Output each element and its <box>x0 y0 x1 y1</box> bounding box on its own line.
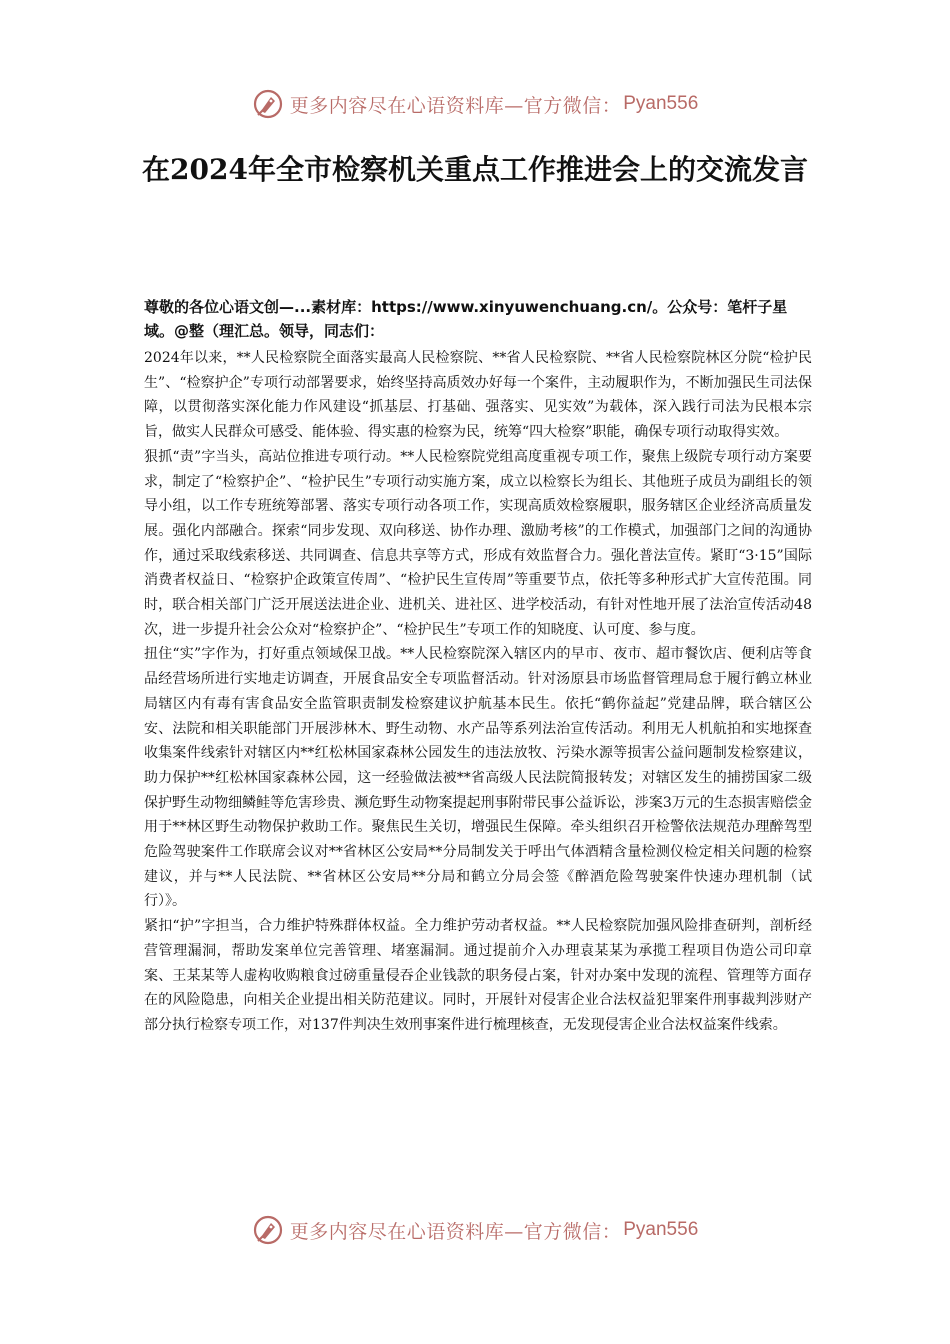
document-title: 在2024年全市检察机关重点工作推进会上的交流发言 <box>142 153 808 186</box>
footer-banner <box>0 1210 950 1250</box>
paragraph-2: 狠抓“责”字当头，高站位推进专项行动。**人民检察院党组高度重视专项工作，聚焦上级院专项行动方案要求，制定了“检察护企”、“检护民生”专项行动实施方案，成立以检察长为组长、其他班子成员为副组长的领导小组，以工作专班统筹部署、落实专项行动各项工作，实现高质效检察履职，服务辖区企业经济高质量发展。强化内部融合。探索“同步发现、双向移送、协作办理、激励考核”的工作模式，加强部门之间的沟通协作，通过采取线索移送、共同调查、信息共享等方式，形成有效监督合力。强化普法宣传。紧盯“3·15”国际消费者权益日、“检察护企政策宣传周”、“检护民生宣传周”等重要节点，依托等多种形式扩大宣传范围。同时，联合相关部门广泛开展送法进企业、进机关、进社区、进学校活动，有针对性地开展了法治宣传活动48次，进一步提升社会公众对“检察护企”、“检护民生”专项工作的知晓度、认可度、参与度。 <box>144 448 812 638</box>
paragraph-3: 扭住“实”字作为，打好重点领域保卫战。**人民检察院深入辖区内的早市、夜市、超市餐饮店、便利店等食品经营场所进行实地走访调查，开展食品安全专项监督活动。针对汤原县市场监督管理局怠于履行鹤立林业局辖区内有毒有害食品安全监管职责制发检察建议护航基本民生。依托“鹤你益起”党建品牌，联合辖区公安、法院和相关职能部门开展涉林木、野生动物、水产品等系列法治宣传活动。利用无人机航拍和实地探查收集案件线索针对辖区内**红松林国家森林公园发生的违法放牧、污染水源等损害公益问题制发检察建议，助力保护**红松林国家森林公园，这一经验做法被**省高级人民法院简报转发；对辖区发生的捕捞国家二级保护野生动物细鳞鲑等危害珍贵、濒危野生动物案提起刑事附带民事公益诉讼，涉案3万元的生态损害赔偿金用于**林区野生动物保护救助工作。聚焦民生关切，增强民生保障。牵头组织召开检警依法规范办理醉驾型危险驾驶案件工作联席会议对**省林区公安局**分局制发关于呼出气体酒精含量检测仪检定相关问题的检察建议，并与**人民法院、**省林区公安局**分局和鹤立分局会签《醉酒危险驾驶案件快速办理机制（试行）》。 <box>144 646 812 910</box>
header-banner <box>0 84 950 124</box>
salutation: 尊敬的各位心语文创—...素材库：https://www.xinyuwenchuang.cn/。公众号：笔杆子星域。@整（理汇总。领导，同志们： <box>144 298 788 340</box>
banner-text: 更多内容尽在心语资料库—官方微信： <box>289 94 622 117</box>
banner-wechat-id: Pyan556 <box>623 93 699 114</box>
paragraph-4: 紧扣“护”字担当，合力维护特殊群体权益。全力维护劳动者权益。**人民检察院加强风险排查研判，剖析经营管理漏洞，帮助发案单位完善管理、堵塞漏洞。通过提前介入办理袁某某为承揽工程项目伪造公司印章案、王某某等人虚构收购粮食过磅重量侵吞企业钱款的职务侵占案，针对办案中发现的流程、管理等方面存在的风险隐患，向相关企业提出相关防范建议。同时，开展针对侵害企业合法权益犯罪案件刑事裁判涉财产部分执行检察专项工作，对137件判决生效刑事案件进行梳理核查，无发现侵害企业合法权益案件线索。 <box>144 918 812 1033</box>
document-body <box>144 295 812 1038</box>
paragraph-1: 2024年以来，**人民检察院全面落实最高人民检察院、**省人民检察院、**省人民检察院林区分院“检护民生”、“检察护企”专项行动部署要求，始终坚持高质效办好每一个案件，主动履职作为，不断加强民生司法保障，以贯彻落实深化能力作风建设“抓基层、打基础、强落实、见实效”为载体，深入践行司法为民根本宗旨，做实人民群众可感受、能体验、得实惠的检察为民，统筹“四大检察”职能，确保专项行动取得实效。 <box>144 350 812 441</box>
banner-wechat-id: Pyan556 <box>623 1219 699 1240</box>
pen-nib-logo-icon <box>252 88 284 120</box>
pen-nib-logo-icon <box>252 1214 284 1246</box>
banner-text: 更多内容尽在心语资料库—官方微信： <box>289 1220 622 1243</box>
